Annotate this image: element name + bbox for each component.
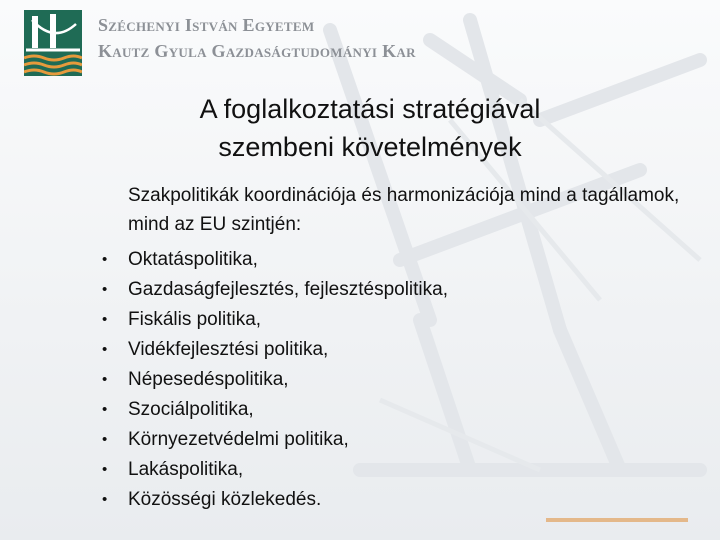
list-item (100, 335, 448, 365)
bullet-icon: • (102, 341, 108, 358)
list-item (100, 425, 448, 455)
bullet-icon: • (102, 311, 108, 328)
list-item (100, 305, 448, 335)
bullet-icon: • (102, 401, 108, 418)
bullet-icon: • (102, 251, 108, 268)
list-item (100, 455, 448, 485)
bullet-icon: • (102, 461, 108, 478)
university-name: Széchenyi István Egyetem (98, 15, 315, 35)
slide-title-line-1: A foglalkoztatási stratégiával (199, 94, 541, 124)
university-logo-icon (24, 10, 82, 76)
faculty-name: Kautz Gyula Gazdaságtudományi Kar (98, 41, 416, 61)
list-item (100, 365, 448, 395)
accent-line (546, 518, 688, 522)
list-item-text: Gazdaságfejlesztés, fejlesztéspolitika, (128, 279, 448, 300)
bullet-icon: • (102, 431, 108, 448)
list-item (100, 395, 448, 425)
slide-title-line-2: szembeni követelmények (218, 132, 522, 162)
policy-bullet-list (100, 245, 448, 515)
list-item (100, 485, 448, 515)
list-item-text: Vidékfejlesztési politika, (128, 339, 329, 360)
list-item-text: Fiskális politika, (128, 309, 262, 330)
list-item-text: Környezetvédelmi politika, (128, 429, 349, 450)
bullet-icon: • (102, 371, 108, 388)
list-item-text: Közösségi közlekedés. (128, 489, 322, 510)
slide-title (120, 90, 620, 166)
intro-text: Szakpolitikák koordinációja és harmonizációja mind a tagállamok, mind az EU szintjén: (128, 185, 680, 235)
list-item (100, 245, 448, 275)
list-item-text: Népesedéspolitika, (128, 369, 289, 390)
institution-header (98, 16, 416, 60)
bullet-icon: • (102, 281, 108, 298)
list-item (100, 275, 448, 305)
bullet-icon: • (102, 491, 108, 508)
list-item-text: Oktatáspolitika, (128, 249, 258, 270)
list-item-text: Szociálpolitika, (128, 399, 254, 420)
list-item-text: Lakáspolitika, (128, 459, 244, 480)
